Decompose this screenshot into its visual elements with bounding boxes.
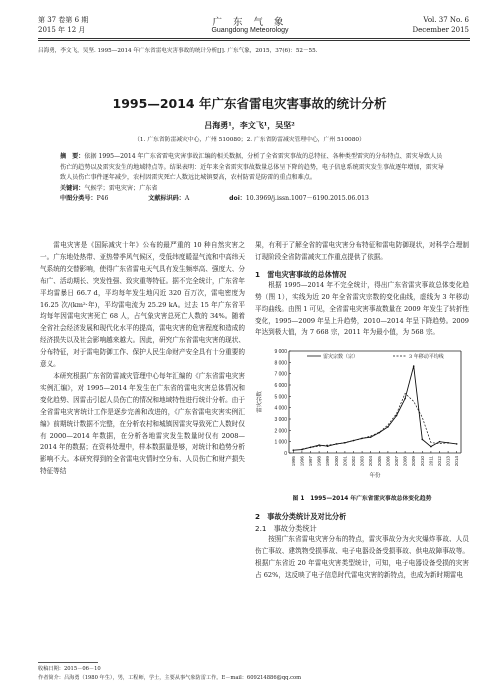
keywords-label: 关键词： (60, 184, 85, 192)
doi-label: doi： (229, 195, 246, 203)
y-tick-label: 0 (284, 451, 287, 458)
section-1-heading: 1 雷电灾害事故的总体情况 (255, 269, 347, 279)
clc-number: P46 (96, 195, 109, 203)
x-tick-label: 2006 (385, 456, 391, 467)
journal-name-en: Guangdong Meteorology (211, 27, 289, 34)
header-rule-2 (38, 40, 470, 41)
x-tick-label: 2010 (419, 456, 425, 467)
author-bio: 作者简介：吕海勇（1980 年生），男，工程师，学士，主要从事气象防雷工作。E－mail：609214886@qq.com (38, 675, 302, 681)
doi: 10.3969/j.issn.1007－6190.2015.06.013 (245, 195, 369, 203)
x-tick-label: 2003 (359, 456, 365, 467)
intro-paragraph-2: 本研究根据广东省防雷减灾管理中心每年汇编的《广东省雷电灾害实例汇编》，对 1995—2014 年发生在广东省的雷电灾害总体情况和变化趋势、因雷击引起人员伤亡的情况和地域特性进行统计分析。由于全省雷电灾害统计工作是逐步完善和改进的，《广东省雷电灾害实例汇编》前期统计数据不完整，在分析农村和城镇因雷灾导致死亡人数时仅有 2000—2014 年数据，在分析各地雷灾发生数量时仅有 2008—2014 年的数据；在资料处理中，样本数据量是够，对统计和趋势分析影响不大。本研究得到的全省雷电灾情时空分布、人员伤亡和财产损失特征等结 (40, 371, 245, 476)
data-point (293, 450, 295, 452)
citation-line: 吕海勇，李文飞，吴坚. 1995—2014 年广东省雷电灾害事故的统计分析[J]. 广东气象，2015，37(6)：52－55. (38, 48, 318, 54)
data-point (327, 446, 329, 448)
data-point (430, 446, 432, 448)
paper-title: 1995—2014 年广东省雷电灾害事故的统计分析 (112, 96, 387, 111)
doc-code: A (184, 195, 190, 203)
data-point (456, 443, 458, 445)
y-tick-label: 1 000 (274, 440, 287, 447)
data-point (422, 439, 424, 441)
x-tick-label: 2009 (411, 456, 417, 467)
footnote-rule (38, 662, 98, 663)
data-point (439, 441, 441, 443)
y-tick-label: 6 000 (274, 383, 287, 390)
abstract-text: 依据 1995—2014 年广东省雷电灾害事故汇编的相关数据，分析了全省雷灾事故的总特征、各种类型雷灾的分布特点、雷灾导致人员伤亡的趋势以及雷灾发生的地域特点等。结果表明：近年来全省雷灾事故数量总体呈下降的趋势，电子信息系统雷灾发生事故逐年增加，雷灾导致人员伤亡事件逐年减少，农村因雷灾死亡人数远比城镇要高，农村防雷是防雷的重点和难点。 (60, 153, 444, 182)
figure-1-caption: 图 1 1995—2014 年广东省雷灾事故总体变化趋势 (292, 496, 432, 503)
x-tick-label: 2014 (454, 456, 460, 467)
x-tick-label: 1999 (325, 456, 331, 467)
y-axis-title: 雷灾宗数 (257, 391, 263, 414)
section-2-1-paragraph: 按照广东省雷电灾害分布的特点，雷灾事故分为火灾爆炸事故、人员伤亡事故、建筑物受损事故、电子电器设备受损事故、供电故障事故等。根据广东省近 20 年雷电灾害类型统计，可知，电子电器设备受损的灾害占 62%，这反映了电子信息时代雷电灾害的新特点，也成为新时期雷电 (255, 535, 469, 580)
y-tick-label: 3 000 (274, 417, 287, 424)
data-point (404, 398, 406, 400)
series-line-1 (302, 394, 448, 450)
y-tick-label: 4 000 (274, 406, 287, 413)
keywords: 气候学；雷电灾害；广东省 (84, 184, 158, 192)
left-column (40, 240, 245, 478)
clc-label: 中图分类号： (60, 195, 97, 203)
journal-name-cn: 广 东 气 象 (212, 17, 288, 28)
volume-issue-left: 第 37 卷第 6 期 (38, 16, 89, 24)
date-right: December 2015 (412, 26, 469, 34)
volume-issue-right: Vol. 37 No. 6 (423, 16, 469, 24)
x-tick-label: 2004 (368, 456, 374, 467)
x-tick-label: 1998 (316, 456, 322, 467)
x-tick-label: 2012 (437, 456, 442, 467)
affiliation: （1. 广东省防雷减灾中心，广州 510080；2. 广东省防雷减灾管理中心，广州 510080） (134, 137, 365, 143)
x-tick-label: 2000 (333, 456, 339, 467)
legend-label-1: 3 年移动平均线 (409, 354, 444, 361)
x-tick-label: 2011 (428, 456, 434, 467)
x-tick-label: 1996 (299, 456, 305, 467)
section-2-1-heading: 2.1 事故分类统计 (255, 524, 317, 534)
intro-paragraph-1: 雷电灾害是《国际减灾十年》公布的最严重的 10 种自然灾害之一。广东地处热带、亚热带季风气候区，受低纬度暖湿气流和中高纬天气系统的交替影响，使得广东省雷电天气具有发生频率高、强度大、分布广、活动期长、突发性强、致灾重等特征。据不完全统计，广东省年平均雷暴日 66.7 d，平均每年发生地闪近 320 百万次，雷电密度为 16.25 次/(km²·年)，平均雷电流为 25.29 kA。过去 15 年广东省平均每年因雷电灾害死亡 68 人，占气象灾害总死亡人数的 34%。随着全省社会经济发展和现代化水平的提高，雷电灾害的危害程度和造成的经济损失以及社会影响越来越大。因此，研究广东省雷电灾害的现状、分布特征，对于雷电防御工作、保护人民生命财产安全具有十分重要的意义。 (40, 241, 245, 369)
section-1-paragraph: 根据 1995—2014 年不完全统计，得出广东省雷灾事故总体变化趋势（图 1），实线为近 20 年全省雷灾宗数的变化曲线，虚线为 3 年移动平均曲线。由图 1 可见，全省雷电灾害事故数量在 2009 年发生了转折性变化，1995—2009 年呈上升趋势，2010—2014 年呈下降趋势。2009 年达到极大值，为 7 668 宗，2011 年为最小值，为 568 宗。 (255, 280, 469, 337)
x-tick-label: 2007 (394, 456, 399, 467)
trend-chart (255, 343, 469, 483)
y-tick-label: 9 000 (274, 349, 287, 356)
x-tick-label: 2002 (351, 456, 356, 467)
y-tick-label: 8 000 (274, 360, 287, 367)
x-axis-title: 年份 (369, 473, 381, 480)
legend-label-0: 雷灾宗数（宗） (323, 354, 359, 361)
x-tick-label: 2001 (342, 456, 348, 467)
x-tick-label: 1995 (290, 456, 296, 467)
x-tick-label: 2005 (376, 456, 382, 467)
section-2-heading: 2 事故分类统计及对比分析 (255, 512, 347, 522)
abstract-label: 摘 要： (60, 153, 85, 160)
series-line-0 (293, 366, 456, 450)
data-point (387, 426, 389, 428)
data-point (413, 366, 415, 368)
authors: 吕海勇¹，李文飞¹，吴坚² (204, 120, 295, 130)
right-column (255, 240, 469, 582)
received-date: 收稿日期：2015－06－10 (38, 666, 101, 672)
data-point (396, 415, 398, 417)
x-tick-label: 1997 (308, 456, 313, 467)
data-point (370, 437, 372, 439)
y-tick-label: 7 000 (274, 372, 287, 379)
right-paragraph-1: 果，有利于了解全省的雷电灾害分布特征和雷电防御现状，对科学合理制订现阶段全省防雷减灾工作重点提供了依据。 (255, 241, 469, 261)
y-tick-label: 5 000 (274, 394, 287, 401)
data-point (318, 445, 320, 447)
x-tick-label: 2008 (402, 456, 408, 467)
header-rule (38, 38, 470, 39)
x-tick-label: 2013 (445, 456, 451, 467)
abstract (60, 152, 445, 205)
doc-code-label: 文献标识码： (148, 195, 185, 203)
figure-1 (255, 343, 469, 493)
date-left: 2015 年 12 月 (38, 26, 86, 34)
y-tick-label: 2 000 (274, 428, 287, 435)
